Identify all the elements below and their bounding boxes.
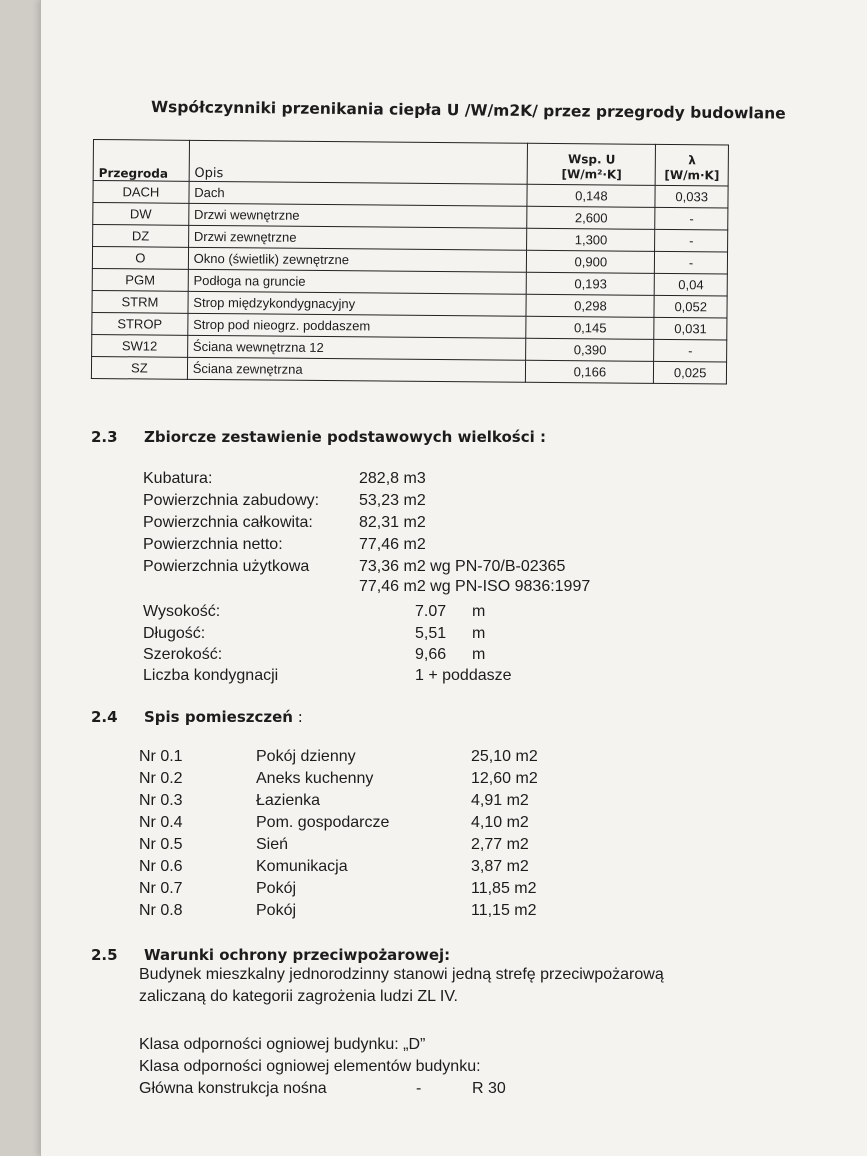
summary-label: Powierzchnia całkowita: — [143, 514, 313, 531]
header-wsp-u — [528, 143, 656, 185]
header-lambda — [656, 144, 729, 186]
header-wsp-u-name: Wsp. U — [567, 152, 616, 167]
fire-text-line-1: Budynek mieszkalny jednorodzinny stanowi jedną strefę przeciwpożarową — [139, 966, 664, 983]
section-title: Warunki ochrony przeciwpożarowej: — [144, 946, 451, 964]
cell-lambda: - — [654, 339, 727, 362]
summary-label: Powierzchnia netto: — [143, 536, 283, 553]
main-structure-value: R 30 — [472, 1080, 506, 1097]
table-body — [91, 181, 728, 385]
cell-code: SZ — [91, 356, 187, 379]
cell-u: 0,900 — [527, 250, 655, 273]
summary-label: Liczba kondygnacji — [143, 667, 279, 684]
section-title: Zbiorcze zestawienie podstawowych wielkości : — [144, 428, 546, 446]
cell-lambda: 0,025 — [654, 361, 727, 384]
cell-opis: Podłoga na gruncie — [188, 269, 527, 294]
table-header-row — [93, 140, 728, 187]
room-name: Aneks kuchenny — [256, 770, 374, 787]
fire-class-elements: Klasa odporności ogniowej elementów budynku: — [139, 1058, 481, 1075]
summary-value: 82,31 m2 — [359, 514, 426, 531]
summary-value: 7.07 — [415, 603, 447, 620]
cell-u: 0,148 — [527, 184, 655, 207]
summary-label: Długość: — [143, 625, 206, 642]
summary-value: 53,23 m2 — [359, 492, 426, 509]
summary-unit: m — [472, 646, 486, 663]
summary-unit: m — [472, 603, 486, 620]
summary-value: 9,66 — [415, 646, 447, 663]
room-number: Nr 0.1 — [139, 748, 183, 765]
room-number: Nr 0.2 — [139, 770, 183, 787]
summary-label: Powierzchnia zabudowy: — [143, 492, 320, 509]
document-page — [40, 0, 867, 1156]
room-name: Pokój dzienny — [256, 748, 356, 765]
room-name: Pokój — [256, 880, 297, 897]
summary-value: 5,51 — [415, 625, 447, 642]
section-2-5-heading — [91, 946, 450, 964]
section-number: 2.5 — [91, 946, 118, 964]
cell-code: STROP — [92, 312, 188, 335]
cell-code: SW12 — [92, 334, 188, 357]
header-wsp-u-unit: [W/m²·K] — [561, 167, 622, 182]
summary-value: 77,46 m2 wg PN-ISO 9836:1997 — [359, 578, 591, 595]
summary-label: Powierzchnia użytkowa — [143, 558, 310, 575]
main-structure-label: Główna konstrukcja nośna — [139, 1080, 327, 1097]
cell-opis: Ściana zewnętrzna — [187, 357, 526, 382]
room-number: Nr 0.4 — [139, 814, 183, 831]
cell-code: PGM — [92, 268, 188, 291]
room-name: Pom. gospodarcze — [256, 814, 390, 831]
room-name: Sień — [256, 836, 289, 853]
summary-label: Szerokość: — [143, 646, 223, 663]
cell-opis: Okno (świetlik) zewnętrzne — [188, 247, 527, 272]
cell-code: DZ — [93, 225, 189, 248]
room-area: 2,77 m2 — [471, 836, 529, 853]
header-opis: Opis — [189, 140, 528, 184]
summary-value: 77,46 m2 — [359, 536, 426, 553]
summary-value: 73,36 m2 wg PN-70/B-02365 — [359, 558, 566, 575]
cell-u: 2,600 — [527, 206, 655, 229]
room-name: Komunikacja — [256, 858, 348, 875]
page-title: Współczynniki przenikania ciepła U /W/m2K/ przez przegrody budowlane — [150, 98, 786, 123]
summary-unit: m — [472, 625, 486, 642]
section-2-4-heading — [91, 708, 303, 726]
cell-u: 0,145 — [526, 316, 654, 339]
fire-text-line-2: zaliczaną do kategorii zagrożenia ludzi ZL IV. — [139, 988, 458, 1005]
cell-u: 0,390 — [526, 338, 654, 361]
room-area: 4,91 m2 — [471, 792, 529, 809]
summary-label: Kubatura: — [143, 470, 213, 487]
cell-lambda: 0,031 — [654, 317, 727, 340]
header-lambda-name: λ — [688, 153, 696, 168]
cell-code: DW — [93, 203, 189, 226]
room-area: 3,87 m2 — [471, 858, 529, 875]
cell-opis: Drzwi zewnętrzne — [188, 225, 527, 250]
section-number: 2.3 — [91, 428, 118, 446]
cell-lambda: - — [655, 251, 728, 274]
cell-lambda: 0,052 — [654, 295, 727, 318]
room-name: Pokój — [256, 902, 297, 919]
room-number: Nr 0.6 — [139, 858, 183, 875]
summary-value: 282,8 m3 — [359, 470, 426, 487]
room-name: Łazienka — [256, 792, 321, 809]
cell-u: 0,193 — [527, 272, 655, 295]
summary-label: Wysokość: — [143, 603, 221, 620]
cell-opis: Ściana wewnętrzna 12 — [187, 335, 526, 360]
summary-value: 1 + poddasze — [415, 667, 512, 684]
room-number: Nr 0.8 — [139, 902, 183, 919]
header-przegroda: Przegroda — [93, 140, 189, 182]
section-title: Spis pomieszczeń — [144, 708, 293, 726]
room-area: 11,85 m2 — [471, 880, 537, 897]
cell-u: 1,300 — [527, 228, 655, 251]
cell-code: O — [92, 247, 188, 270]
cell-opis: Drzwi wewnętrzne — [189, 203, 528, 228]
room-area: 11,15 m2 — [471, 902, 537, 919]
cell-lambda: - — [655, 207, 728, 230]
table-row — [91, 356, 726, 384]
cell-opis: Dach — [189, 181, 528, 206]
header-lambda-unit: [W/m·K] — [664, 167, 720, 183]
cell-code: DACH — [93, 181, 189, 204]
room-area: 25,10 m2 — [471, 748, 538, 765]
room-area: 12,60 m2 — [471, 770, 538, 787]
heat-transfer-table — [91, 139, 729, 385]
cell-u: 0,298 — [526, 294, 654, 317]
room-area: 4,10 m2 — [471, 814, 529, 831]
cell-lambda: 0,033 — [655, 185, 728, 208]
cell-lambda: 0,04 — [655, 273, 728, 296]
cell-lambda: - — [655, 229, 728, 252]
cell-u: 0,166 — [526, 360, 654, 383]
room-number: Nr 0.7 — [139, 880, 183, 897]
fire-class-building: Klasa odporności ogniowej budynku: „D” — [139, 1036, 426, 1053]
cell-opis: Strop międzykondygnacyjny — [188, 291, 527, 316]
cell-code: STRM — [92, 290, 188, 313]
section-2-3-heading — [91, 428, 546, 446]
main-structure-dash: - — [416, 1080, 422, 1097]
room-number: Nr 0.3 — [139, 792, 183, 809]
cell-opis: Strop pod nieogrz. poddaszem — [188, 313, 527, 338]
section-number: 2.4 — [91, 708, 118, 726]
section-colon: : — [297, 708, 303, 726]
room-number: Nr 0.5 — [139, 836, 183, 853]
